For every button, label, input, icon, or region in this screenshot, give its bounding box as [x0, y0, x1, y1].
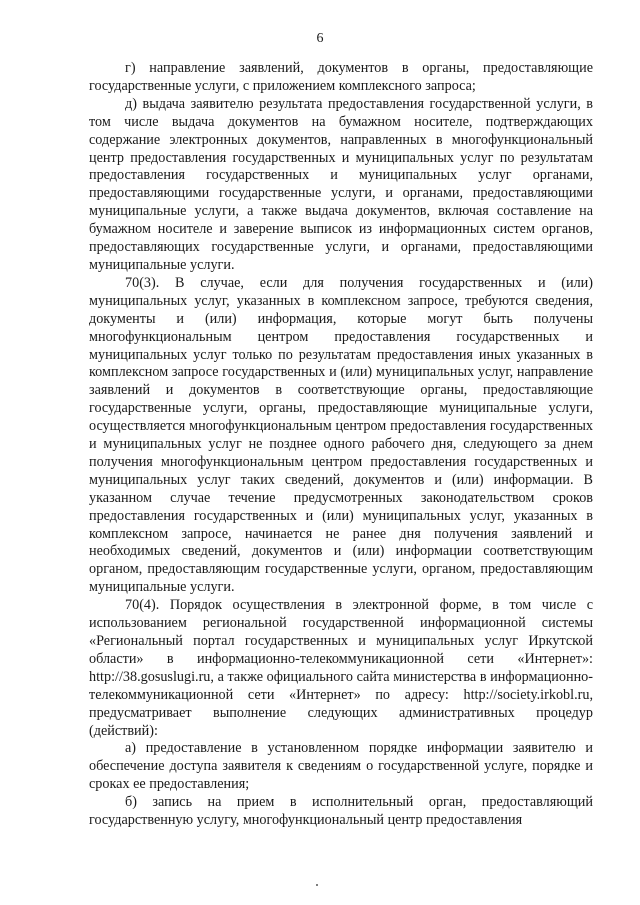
paragraph-item-d: д) выдача заявителю результата предоставления государственной услуги, в том числе выдача документов на бумажном носителе, подтверждающих содержание электронных документов, направленных в многофункциональный центр предоставления государственных и муниципальных услуг по результатам предоставления государственных и муниципальных услуг органами, предоставляющими государственные услуги, и органами, предоставляющими муниципальные услуги, а также выдача документов, включая составление на бумажном носителе и заверение выписок из информационных систем органов, предоставляющих государственные услуги, и органами, предоставляющими муниципальные услуги. — [89, 95, 593, 273]
document-body — [89, 60, 593, 830]
paragraph-item-b: б) запись на прием в исполнительный орган, предоставляющий государственную услугу, многофункциональный центр предоставления — [89, 794, 593, 829]
paragraph-item-a: а) предоставление в установленном порядке информации заявителю и обеспечение доступа заявителя к сведениям о государственной услуге, порядке и сроках ее предоставления; — [89, 740, 593, 793]
scan-dot-mark — [316, 884, 318, 886]
paragraph-70-4: 70(4). Порядок осуществления в электронной форме, в том числе с использованием региональной государственной информационной системы «Региональный портал государственных и муниципальных услуг Иркутской области» в информационно-телекоммуникационной сети «Интернет»: http://38.gosuslugi.ru, а также официального сайта министерства в информационно-телекоммуникационной сети «Интернет» по адресу: http://society.irkobl.ru, предусматривает выполнение следующих административных процедур (действий): — [89, 597, 593, 739]
page-number: 6 — [316, 31, 324, 46]
paragraph-70-3: 70(3). В случае, если для получения государственных и (или) муниципальных услуг, указанных в комплексном запросе, требуются сведения, документы и (или) информация, которые могут быть получены многофункциональным центром предоставления государственных и муниципальных услуг только по результатам предоставления иных указанных в комплексном запросе государственных и (или) муниципальных услуг, направление заявлений и документов в соответствующие органы, предоставляющие государственные услуги, органы, предоставляющие муниципальные услуги, осуществляется многофункциональным центром предоставления государственных и муниципальных услуг не позднее одного рабочего дня, следующего за днем получения многофункциональным центром предоставления государственных и муниципальных услуг таких сведений, документов и (или) информации. В указанном случае течение предусмотренных законодательством сроков предоставления государственных и (или) муниципальных услуг, указанных в комплексном запросе, начинается не ранее дня получения заявлений и необходимых сведений, документов и (или) информации соответствующим органом, предоставляющим государственные услуги, органом, предоставляющим муниципальные услуги. — [89, 274, 593, 596]
paragraph-item-g: г) направление заявлений, документов в органы, предоставляющие государственные услуги, с приложением комплексного запроса; — [89, 60, 593, 94]
